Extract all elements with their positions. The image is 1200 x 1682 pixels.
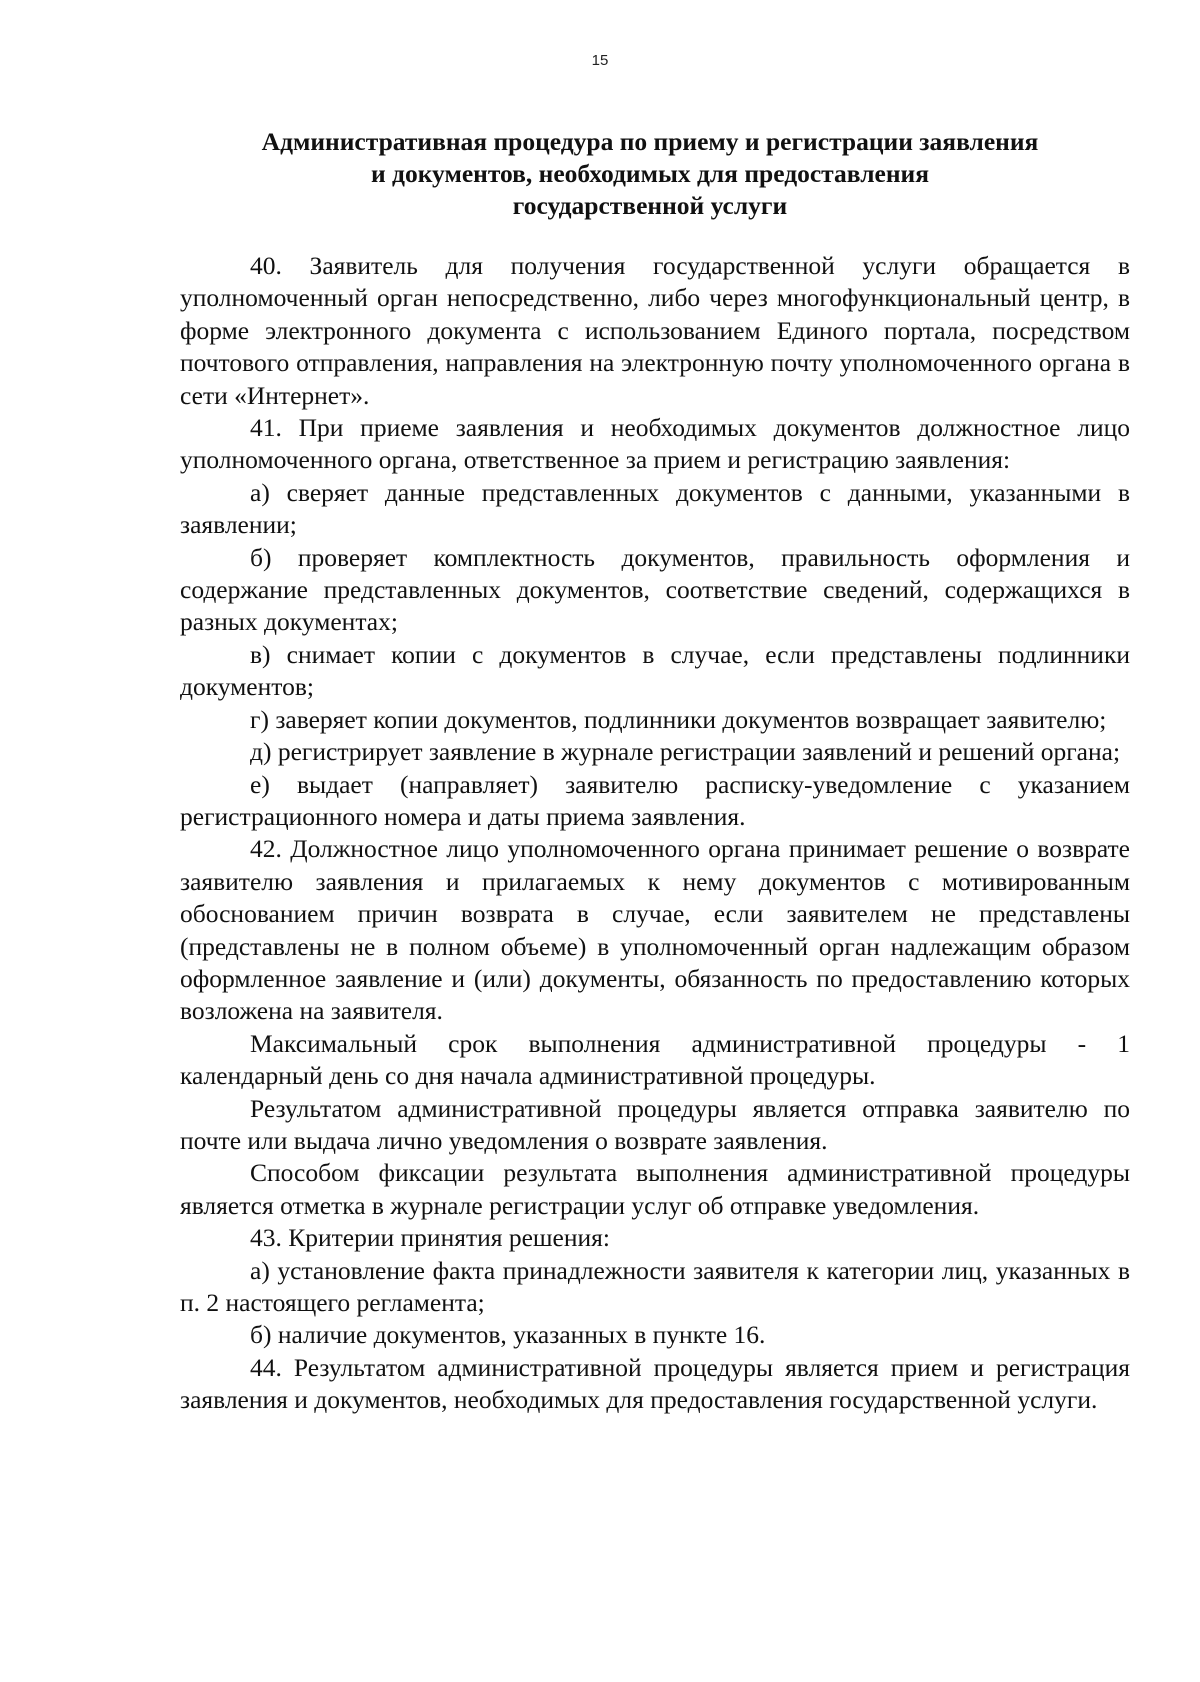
paragraph-fixation: Способом фиксации результата выполнения административной процедуры является отметка в журнале регистрации услуг об отправке уведомления. (180, 1158, 1130, 1220)
paragraph-43: 43. Критерии принятия решения: (250, 1223, 610, 1253)
title-line: и документов, необходимых для предоставления (370, 159, 930, 188)
paragraph-42: 42. Должностное лицо уполномоченного органа принимает решение о возврате заявителю заявления и прилагаемых к нему документов с мотивированным обоснованием причин возврата в случае, если заявителем не представлены (представлены не в полном объеме) в уполномоченный орган надлежащим образом оформленное заявление и (или) документы, обязанность по предоставлению которых возложена на заявителя. (180, 834, 1130, 1026)
paragraph-result: Результатом административной процедуры является отправка заявителю по почте или выдача лично уведомления о возврате заявления. (180, 1093, 1130, 1155)
criteria-item-b: б) наличие документов, указанных в пункте 16. (250, 1320, 766, 1350)
document-body (180, 250, 1130, 1417)
list-item-e: е) выдает (направляет) заявителю расписку-уведомление с указанием регистрационного номера и даты приема заявления. (180, 769, 1130, 831)
list-item-d: д) регистрирует заявление в журнале регистрации заявлений и решений органа; (250, 737, 1121, 767)
paragraph-max-term: Максимальный срок выполнения административной процедуры - 1 календарный день со дня начала административной процедуры. (180, 1028, 1130, 1091)
list-item-g: г) заверяет копии документов, подлинники документов возвращает заявителю; (250, 704, 1107, 734)
page-title (180, 126, 1120, 222)
paragraph-44: 44. Результатом административной процедуры является прием и регистрация заявления и документов, необходимых для предоставления государственной услуги. (180, 1352, 1130, 1415)
title-line: Административная процедура по приему и регистрации заявления (261, 127, 1039, 156)
list-item-a: а) сверяет данные представленных документов с данными, указанными в заявлении; (180, 477, 1130, 540)
paragraph-41: 41. При приеме заявления и необходимых документов должностное лицо уполномоченного органа, ответственное за прием и регистрацию заявления: (180, 413, 1130, 475)
title-line: государственной услуги (512, 191, 788, 220)
list-item-b: б) проверяет комплектность документов, правильность оформления и содержание представленных документов, соответствие сведений, содержащихся в разных документах; (180, 542, 1130, 637)
list-item-v: в) снимает копии с документов в случае, если представлены подлинники документов; (180, 639, 1130, 702)
page-number: 15 (591, 52, 609, 69)
criteria-item-a: а) установление факта принадлежности заявителя к категории лиц, указанных в п. 2 настоящего регламента; (180, 1255, 1130, 1317)
paragraph-40: 40. Заявитель для получения государственной услуги обращается в уполномоченный орган непосредственно, либо через многофункциональный центр, в форме электронного документа с использованием Единого портала, посредством почтового отправления, направления на электронную почту уполномоченного органа в сети «Интернет». (180, 251, 1130, 410)
